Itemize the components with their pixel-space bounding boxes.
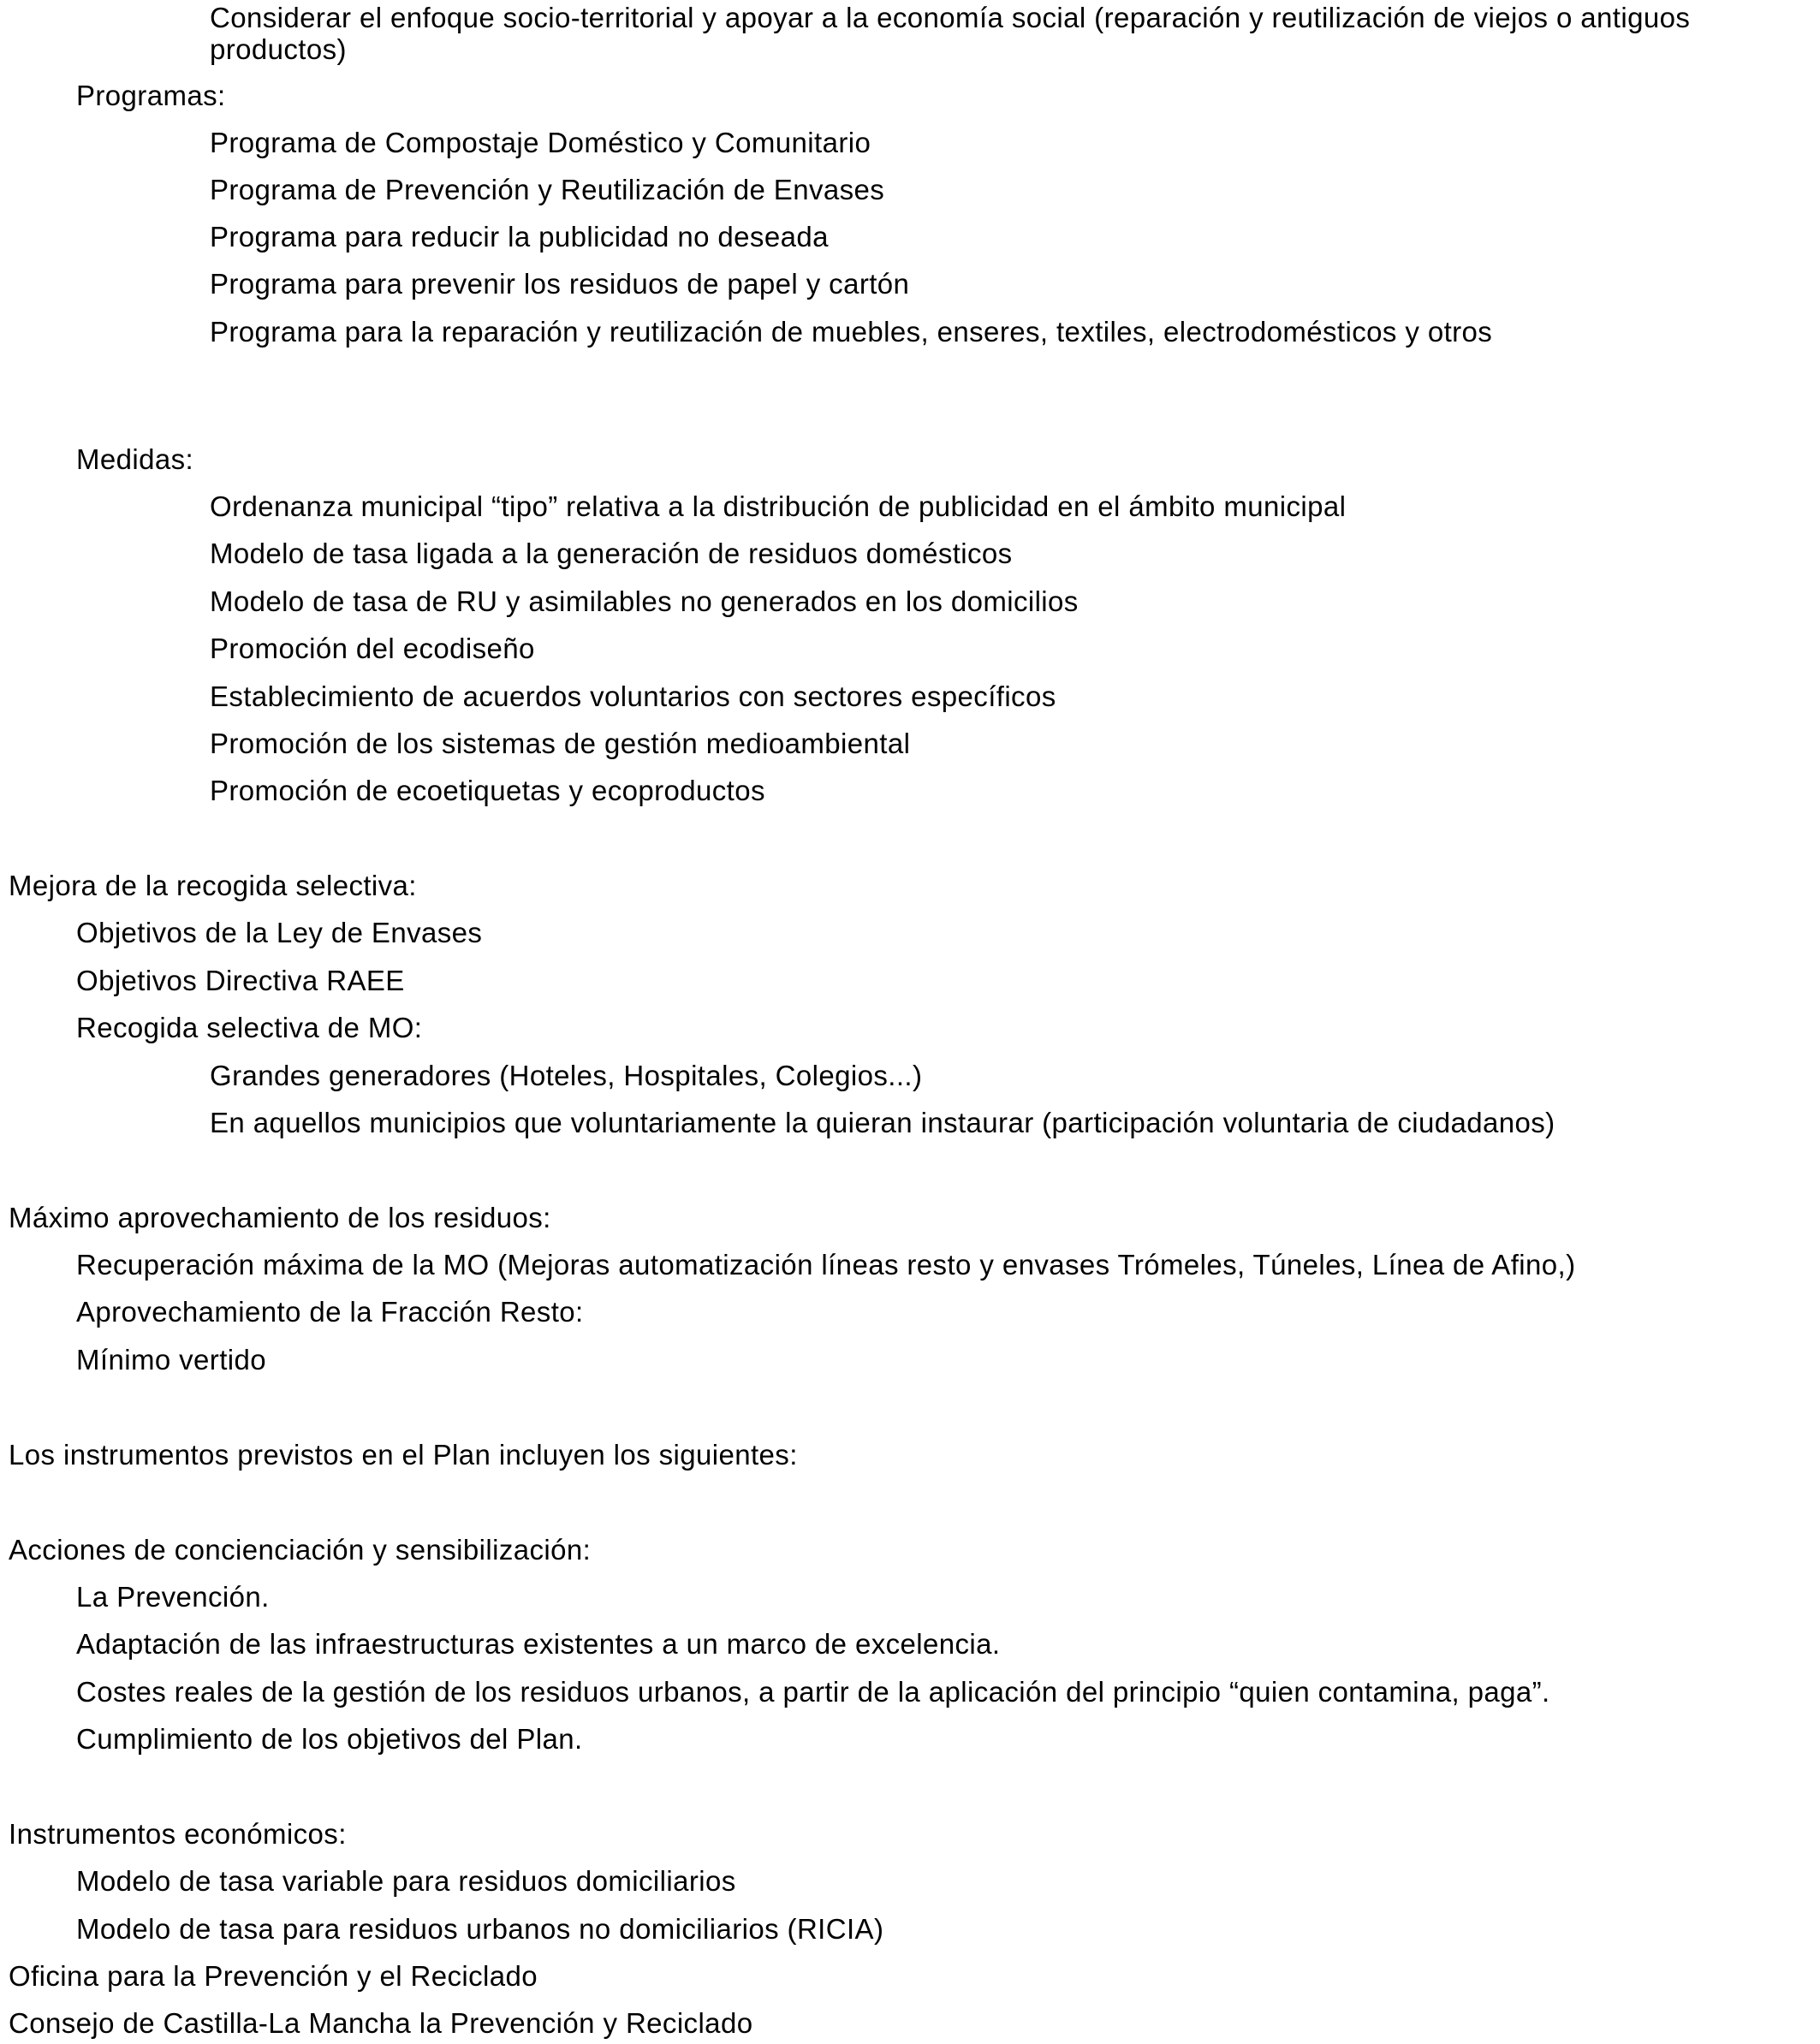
medida-item: Establecimiento de acuerdos voluntarios con sectores específicos xyxy=(210,680,1056,712)
considerar-paragraph: Considerar el enfoque socio-territorial y apoyar a la economía social (reparación y reutilización de viejos o antiguos productos) xyxy=(210,2,1691,65)
aprovechamiento-item: Mínimo vertido xyxy=(76,1344,267,1376)
medida-item: Modelo de tasa ligada a la generación de residuos domésticos xyxy=(210,538,1013,569)
programa-item: Programa de Compostaje Doméstico y Comunitario xyxy=(210,127,871,158)
programa-item: Programa para la reparación y reutilización de muebles, enseres, textiles, electrodomésticos y otros xyxy=(210,316,1493,348)
concienciacion-item: Adaptación de las infraestructuras existentes a un marco de excelencia. xyxy=(76,1628,1001,1660)
economicos-heading: Instrumentos económicos: xyxy=(9,1818,347,1850)
economicos-item: Modelo de tasa para residuos urbanos no domiciliarios (RICIA) xyxy=(76,1913,884,1945)
recogida-mo-item: En aquellos municipios que voluntariamente la quieran instaurar (participación voluntaria de ciudadanos) xyxy=(210,1107,1555,1138)
recogida-item: Objetivos de la Ley de Envases xyxy=(76,917,483,948)
medida-item: Ordenanza municipal “tipo” relativa a la distribución de publicidad en el ámbito municipal xyxy=(210,490,1347,522)
medida-item: Promoción de los sistemas de gestión medioambiental xyxy=(210,728,911,759)
concienciacion-item: La Prevención. xyxy=(76,1581,270,1613)
recogida-heading: Mejora de la recogida selectiva: xyxy=(9,870,417,901)
programa-item: Programa de Prevención y Reutilización de Envases xyxy=(210,174,885,205)
programa-item: Programa para reducir la publicidad no deseada xyxy=(210,221,829,253)
medida-item: Promoción del ecodiseño xyxy=(210,633,535,664)
programa-item: Programa para prevenir los residuos de papel y cartón xyxy=(210,268,910,300)
programas-heading: Programas: xyxy=(76,80,226,111)
medida-item: Modelo de tasa de RU y asimilables no generados en los domicilios xyxy=(210,585,1079,617)
consejo-line: Consejo de Castilla-La Mancha la Prevención y Reciclado xyxy=(9,2007,753,2039)
medidas-heading: Medidas: xyxy=(76,443,194,475)
aprovechamiento-item: Aprovechamiento de la Fracción Resto: xyxy=(76,1296,584,1328)
concienciacion-item: Cumplimiento de los objetivos del Plan. xyxy=(76,1723,583,1755)
aprovechamiento-heading: Máximo aprovechamiento de los residuos: xyxy=(9,1202,551,1233)
oficina-line: Oficina para la Prevención y el Reciclado xyxy=(9,1960,538,1992)
recogida-item: Recogida selectiva de MO: xyxy=(76,1012,423,1043)
instrumentos-intro: Los instrumentos previstos en el Plan incluyen los siguientes: xyxy=(9,1439,798,1471)
recogida-mo-item: Grandes generadores (Hoteles, Hospitales, Colegios...) xyxy=(210,1060,923,1091)
economicos-item: Modelo de tasa variable para residuos domiciliarios xyxy=(76,1865,736,1897)
medida-item: Promoción de ecoetiquetas y ecoproductos xyxy=(210,775,765,806)
concienciacion-item: Costes reales de la gestión de los residuos urbanos, a partir de la aplicación del principio “quien contamina, paga”. xyxy=(76,1676,1550,1708)
recogida-item: Objetivos Directiva RAEE xyxy=(76,965,405,996)
concienciacion-heading: Acciones de concienciación y sensibilización: xyxy=(9,1534,592,1566)
aprovechamiento-item: Recuperación máxima de la MO (Mejoras automatización líneas resto y envases Trómeles, Túneles, Línea de Afino,) xyxy=(76,1249,1576,1280)
